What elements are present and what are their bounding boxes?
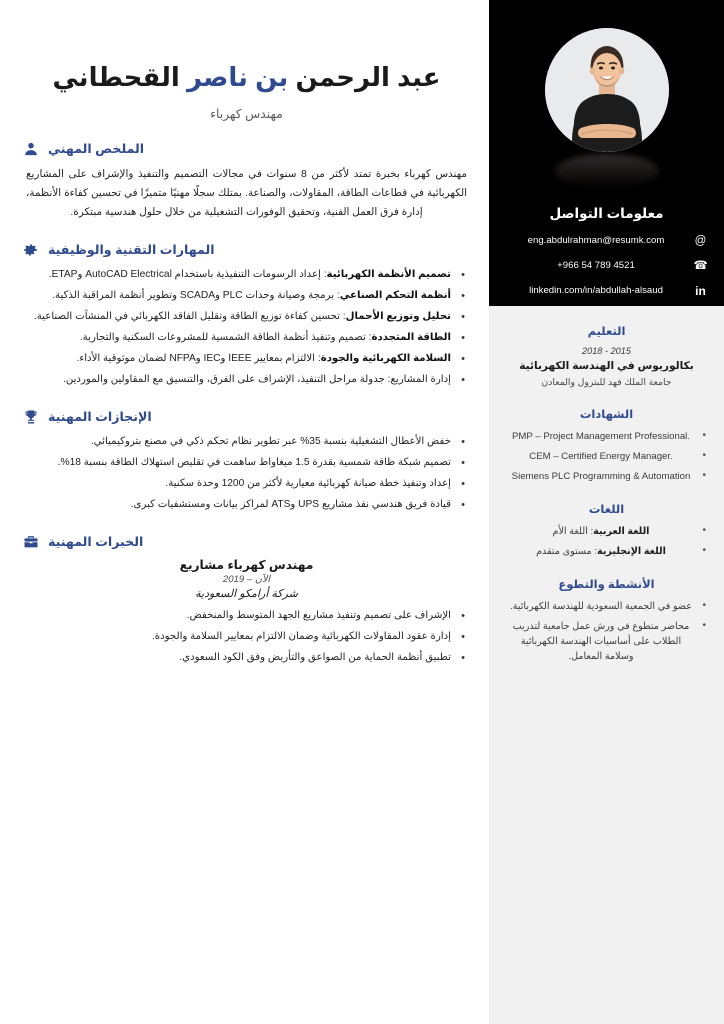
section-title: المهارات التقنية والوظيفية [48, 243, 215, 257]
skills-list [22, 266, 471, 389]
list-item [24, 350, 467, 368]
contact-email-row[interactable] [505, 234, 708, 248]
skill-text: : الالتزام بمعايير IEEE وIEC وNFPA لضمان موثوقية الأداء. [76, 353, 321, 364]
education-date: 2018 - 2015 [581, 346, 632, 356]
section-title: الإنجازات المهنية [48, 410, 152, 424]
skill-text: : إعداد الرسومات التنفيذية باستخدام AutoCAD Electrical وETAP. [48, 269, 327, 280]
skill-text: : تصميم وتنفيذ أنظمة الطاقة الشمسية للمشروعات السكنية والتجارية. [79, 332, 372, 343]
avatar-reflection [555, 154, 659, 188]
list-item: • Siemens PLC Programming & Automation [507, 469, 706, 484]
list-item: • CEM – Certified Energy Manager. [507, 449, 706, 464]
name-last: القحطاني [52, 62, 188, 92]
skill-label: أنظمة التحكم الصناعي [339, 290, 451, 301]
list-item: • PMP – Project Management Professional. [507, 429, 706, 444]
section-title: الأنشطة والتطوع [558, 579, 655, 591]
section-languages [507, 502, 706, 559]
job-role: مهندس كهرباء مشاريع [179, 558, 314, 572]
job-date: 2019 – الآن [222, 574, 271, 585]
section-header-skills [22, 241, 471, 258]
section-summary [22, 140, 471, 222]
skill-label: تصميم الأنظمة الكهربائية [326, 269, 451, 280]
briefcase-icon [22, 533, 39, 550]
name-first: عبد الرحمن [288, 62, 441, 92]
summary-text: مهندس كهرباء بخبرة تمتد لأكثر من 8 سنوات في مجالات التصميم والتنفيذ والإشراف على المشاريع الكهربائية في قطاعات الطاقة، المقاولات، والصناعة. يمتلك سجلًا مهنيًا متميزًا في تحسين كفاءة الأنظمة، إدارة فرق العمل الفنية، وتحقيق الوفورات التشغيلية من خلال حلول هندسية مبتكرة. [26, 169, 467, 218]
contact-phone-row[interactable] [505, 259, 708, 273]
language-level: : مستوى متقدم [536, 546, 598, 557]
skill-label: السلامة الكهربائية والجودة [320, 353, 451, 364]
section-title: الملخص المهني [48, 142, 145, 156]
list-item [24, 287, 467, 305]
list-item: • تطبيق أنظمة الحماية من الصواعق والتأريض وفق الكود السعودي. [24, 649, 467, 667]
volunteering-list [507, 599, 706, 664]
sidebar-body [489, 306, 724, 1024]
list-item [24, 266, 467, 284]
section-skills [22, 241, 471, 389]
section-title: اللغات [588, 504, 625, 516]
section-experience [22, 533, 471, 667]
language-name: اللغة الإنجليزية [597, 546, 666, 557]
contact-linkedin[interactable]: linkedin.com/in/abdullah-alsaud [529, 285, 663, 296]
name-block [22, 0, 471, 121]
job-bullets [22, 607, 471, 667]
list-item [24, 371, 467, 389]
section-header-achievements [22, 408, 471, 425]
list-item: • إعداد وتنفيذ خطة صيانة كهربائية معيارية لأكثر من 1200 وحدة سكنية. [24, 475, 467, 493]
job-company: شركة أرامكو السعودية [195, 588, 298, 600]
skill-text: : برمجة وصيانة وحدات PLC وSCADA وتطوير أنظمة المراقبة الذكية. [52, 290, 340, 301]
language-name: اللغة العربية [593, 526, 650, 537]
languages-list [507, 524, 706, 559]
language-level: : اللغة الأم [552, 526, 594, 537]
skill-label: الطاقة المتجددة [371, 332, 451, 343]
list-item: • الإشراف على تصميم وتنفيذ مشاريع الجهد المتوسط والمنخفض. [24, 607, 467, 625]
section-achievements [22, 408, 471, 514]
section-education [507, 324, 706, 389]
certifications-list [507, 429, 706, 484]
skill-label: تحليل وتوزيع الأحمال [345, 311, 451, 322]
gear-icon [22, 241, 39, 258]
education-university: جامعة الملك فهد للبترول والمعادن [541, 377, 672, 387]
contact-linkedin-row[interactable] [505, 284, 708, 298]
person-icon [22, 140, 39, 157]
section-title: الخبرات المهنية [48, 535, 144, 549]
list-item: • خفض الأعطال التشغيلية بنسبة 35% عبر تطوير نظام تحكم ذكي في مصنع بتروكيميائي. [24, 433, 467, 451]
skill-text: إدارة المشاريع: جدولة مراحل التنفيذ، الإشراف على الفرق، والتنسيق مع المقاولين والموردين. [62, 374, 451, 385]
linkedin-icon: in [695, 284, 706, 298]
list-item [24, 329, 467, 347]
list-item: • محاضر متطوع في ورش عمل جامعية لتدريب الطلاب على أساسيات الهندسة الكهربائية وسلامة المعامل. [507, 619, 706, 664]
page-title [22, 60, 471, 94]
list-item: • إدارة عقود المقاولات الكهربائية وضمان الالتزام بمعايير السلامة والجودة. [24, 628, 467, 646]
name-middle: بن ناصر [187, 62, 289, 92]
experience-job [22, 558, 471, 667]
contact-email[interactable]: eng.abdulrahman@resumk.com [527, 235, 665, 246]
contact-list [505, 234, 708, 298]
list-item: • قيادة فريق هندسي نفذ مشاريع UPS وATS لمراكز بيانات ومستشفيات كبرى. [24, 496, 467, 514]
list-item: • عضو في الجمعية السعودية للهندسة الكهربائية. [507, 599, 706, 614]
section-title: الشهادات [579, 409, 634, 421]
contact-phone[interactable]: +966 54 789 4521 [557, 260, 635, 271]
education-degree: بكالوريوس في الهندسة الكهربائية [519, 360, 694, 372]
section-certifications [507, 407, 706, 484]
contact-section-title: معلومات التواصل [549, 206, 664, 221]
list-item [507, 524, 706, 539]
list-item [24, 308, 467, 326]
phone-icon: ☎ [693, 260, 708, 272]
at-icon: @ [694, 235, 707, 247]
avatar [545, 28, 669, 152]
section-title: التعليم [587, 326, 626, 338]
section-header-summary [22, 140, 471, 157]
job-title: مهندس كهرباء [210, 107, 283, 121]
section-header-experience [22, 533, 471, 550]
list-item [507, 544, 706, 559]
trophy-icon [22, 408, 39, 425]
skill-text: : تحسين كفاءة توزيع الطاقة وتقليل الفاقد الكهربائي في المنشآت الصناعية. [33, 311, 346, 322]
achievements-list [22, 433, 471, 514]
sidebar [489, 0, 724, 1024]
section-volunteering [507, 577, 706, 664]
sidebar-header-dark [489, 0, 724, 306]
list-item: • تصميم شبكة طاقة شمسية بقدرة 1.5 ميغاواط ساهمت في تقليص استهلاك الطاقة بنسبة 18%. [24, 454, 467, 472]
